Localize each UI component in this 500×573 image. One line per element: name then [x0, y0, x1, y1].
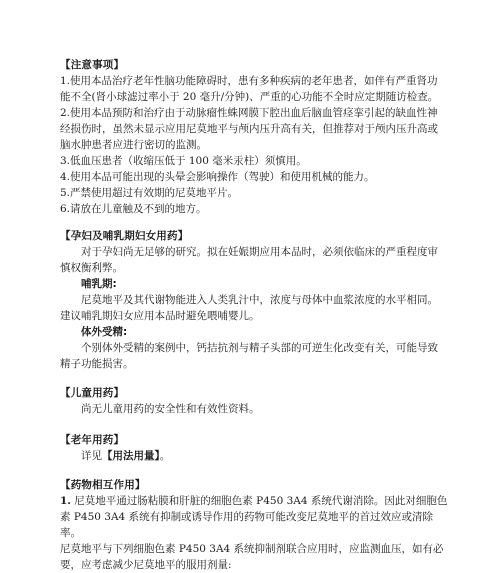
elderly-heading: 【老年用药】 — [60, 434, 125, 446]
precaution-item-2: 2.使用本品预防和治疗由于动脉瘤性蛛网膜下腔出血后脑血管痉挛引起的缺血性神经损伤时，虽然未显示应用尼莫地平与颅内压升高有关，但推荐对于颅内压升高或脑水肿患者应进行密切的监测。 — [60, 107, 438, 151]
precaution-item-1: 1.使用本品治疗老年性脑功能障碍时，患有多种疾病的老年患者，如伴有严重肾功能不全(肾小球滤过率小于 20 毫升/分钟)、严重的心功能不全时应定期随访检查。 — [60, 75, 439, 103]
children-text: 尚无儿童用药的安全性和有效性资料。 — [81, 403, 260, 415]
children-section — [60, 385, 448, 417]
pregnancy-intro: 对于孕妇尚无足够的研究。拟在妊娠期应用本品时，必须依临床的严重程度审慎权衡利弊。 — [60, 246, 438, 274]
precautions-heading: 【注意事项】 — [60, 59, 125, 71]
precaution-item-6: 6.请放在儿童触及不到的地方。 — [60, 203, 207, 215]
children-heading: 【儿童用药】 — [60, 387, 125, 399]
elderly-text-prefix: 详见 — [81, 450, 102, 462]
interactions-section — [60, 477, 448, 573]
interaction-item-1-cont: 尼莫地平与下列细胞色素 P450 3A4 系统抑制剂联合应用时，应监测血压，如有必要，应考虑减少尼莫地平的服用剂量: — [60, 543, 444, 571]
elderly-text-suffix: 。 — [159, 450, 171, 462]
interaction-item-1 — [60, 493, 448, 541]
precaution-item-4: 4.使用本品可能出现的头晕会影响操作（驾驶）和使用机械的能力。 — [60, 171, 375, 183]
lactation-text: 尼莫地平及其代谢物能进入人类乳汁中，浓度与母体中血浆浓度的水平相同。建议哺乳期妇女应用本品时避免喂哺婴儿。 — [60, 294, 438, 322]
lactation-title: 哺乳期: — [81, 278, 117, 290]
precaution-item-5: 5.严禁使用超过有效期的尼莫地平片。 — [60, 187, 239, 199]
precaution-item-3: 3.低血压患者（收缩压低于 100 毫米汞柱）须慎用。 — [60, 155, 307, 167]
ivf-text: 个别体外受精的案例中，钙拮抗剂与精子头部的可逆生化改变有关，可能导致精子功能损害。 — [60, 342, 438, 370]
interaction-item-text: 尼莫地平通过肠粘膜和肝脏的细胞色素 P450 3A4 系统代谢消除。因此对细胞色素 P450 3A4 系统有抑制或诱导作用的药物可能改变尼莫地平的首过效应或清除率。 — [60, 495, 448, 539]
interaction-item-number: 1. — [60, 495, 71, 507]
elderly-section — [60, 432, 448, 464]
precautions-section — [60, 57, 448, 217]
elderly-text — [60, 448, 448, 464]
interactions-heading: 【药物相互作用】 — [60, 479, 146, 491]
pregnancy-section — [60, 228, 448, 372]
usage-dosage-reference: 【用法用量】 — [102, 450, 160, 462]
pregnancy-heading: 【孕妇及哺乳期妇女用药】 — [60, 230, 189, 242]
ivf-title: 体外受精: — [81, 326, 128, 338]
